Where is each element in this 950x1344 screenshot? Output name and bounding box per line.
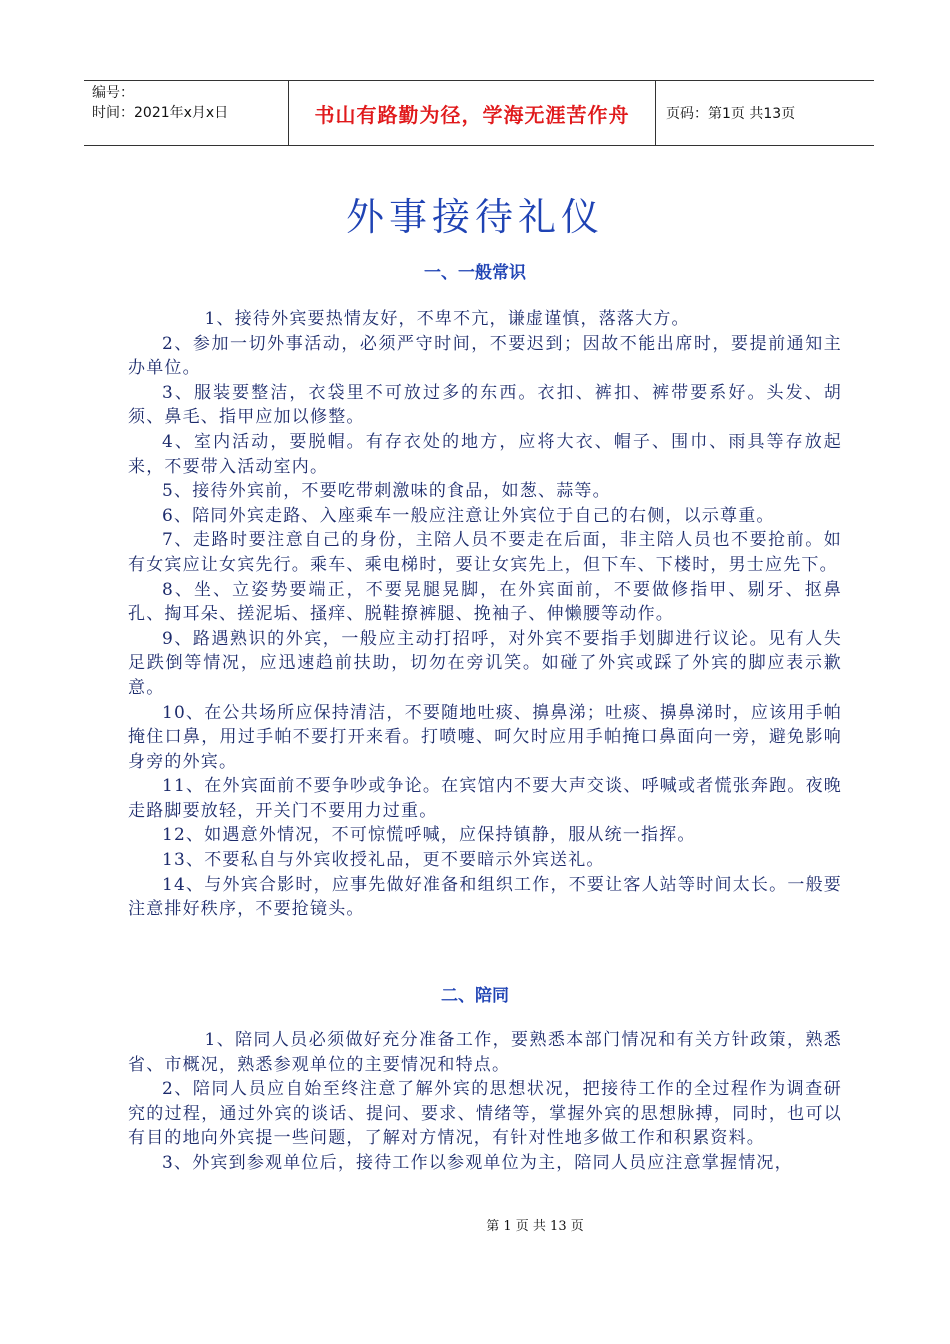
document-title: 外事接待礼仪 [345, 195, 604, 239]
paragraph: 6、陪同外宾走路、入座乘车一般应注意让外宾位于自己的右侧，以示尊重。 [162, 505, 775, 526]
section-general-body [128, 307, 842, 922]
section-heading-general: 一、一般常识 [424, 263, 526, 283]
header-motto: 书山有路勤为径，学海无涯苦作舟 [288, 81, 656, 145]
paragraph: 1、接待外宾要热情友好，不卑不亢，谦虚谨慎，落落大方。 [204, 309, 690, 329]
section-heading-escort: 二、陪同 [441, 986, 509, 1006]
header-page-info: 页码：第1页 共13页 [666, 106, 796, 122]
paragraph: 14、与外宾合影时，应事先做好准备和组织工作，不要让客人站等时间太长。一般要注意排好秩序，不要抢镜头。 [128, 874, 842, 920]
paragraph: 1、陪同人员必须做好充分准备工作，要熟悉本部门情况和有关方针政策，熟悉省、市概况，熟悉参观单位的主要情况和特点。 [128, 1030, 842, 1075]
document-time-label: 时间：2021年x月x日 [92, 105, 229, 121]
page-footer: 第 1 页 共 13 页 [486, 1219, 584, 1234]
paragraph: 7、走路时要注意自己的身份，主陪人员不要走在后面，非主陪人员也不要抢前。如有女宾应让女宾先行。乘车、乘电梯时，要让女宾先上，但下车、下楼时，男士应先下。 [128, 530, 842, 575]
paragraph: 5、接待外宾前，不要吃带刺激味的食品，如葱、蒜等。 [162, 481, 611, 502]
header-meta [84, 81, 288, 145]
paragraph: 10、在公共场所应保持清洁，不要随地吐痰、擤鼻涕；吐痰、擤鼻涕时，应该用手帕掩住口鼻，用过手帕不要打开来看。打喷嚏、呵欠时应用手帕掩口鼻面向一旁，避免影响身旁的外宾。 [128, 702, 842, 772]
paragraph: 9、路遇熟识的外宾，一般应主动打招呼，对外宾不要指手划脚进行议论。见有人失足跌倒等情况，应迅速趋前扶助，切勿在旁讥笑。如碰了外宾或踩了外宾的脚应表示歉意。 [128, 628, 842, 698]
paragraph: 2、参加一切外事活动，必须严守时间，不要迟到；因故不能出席时，要提前通知主办单位。 [128, 333, 842, 379]
paragraph: 3、外宾到参观单位后，接待工作以参观单位为主，陪同人员应注意掌握情况， [162, 1152, 793, 1173]
section-escort-body [128, 1028, 842, 1176]
paragraph: 13、不要私自与外宾收授礼品，更不要暗示外宾送礼。 [162, 850, 605, 871]
paragraph: 3、服装要整洁，衣袋里不可放过多的东西。衣扣、裤扣、裤带要系好。头发、胡须、鼻毛、指甲应加以修整。 [128, 382, 842, 428]
document-number-label: 编号： [92, 85, 134, 101]
paragraph: 12、如遇意外情况，不可惊慌呼喊，应保持镇静，服从统一指挥。 [162, 825, 696, 846]
paragraph: 11、在外宾面前不要争吵或争论。在宾馆内不要大声交谈、呼喊或者慌张奔跑。夜晚走路脚要放轻，开关门不要用力过重。 [128, 776, 842, 821]
paragraph: 4、室内活动，要脱帽。有存衣处的地方，应将大衣、帽子、围巾、雨具等存放起来，不要带入活动室内。 [128, 431, 842, 477]
paragraph: 8、坐、立姿势要端正，不要晃腿晃脚，在外宾面前，不要做修指甲、剔牙、抠鼻孔、掏耳朵、搓泥垢、搔痒、脱鞋撩裤腿、挽袖子、伸懒腰等动作。 [128, 579, 842, 625]
paragraph: 2、陪同人员应自始至终注意了解外宾的思想状况，把接待工作的全过程作为调查研究的过程，通过外宾的谈话、提问、要求、情绪等，掌握外宾的思想脉搏，同时，也可以有目的地向外宾提一些问题，了解对方情况，有针对性地多做工作和积累资料。 [128, 1079, 842, 1149]
document-header [84, 80, 874, 146]
